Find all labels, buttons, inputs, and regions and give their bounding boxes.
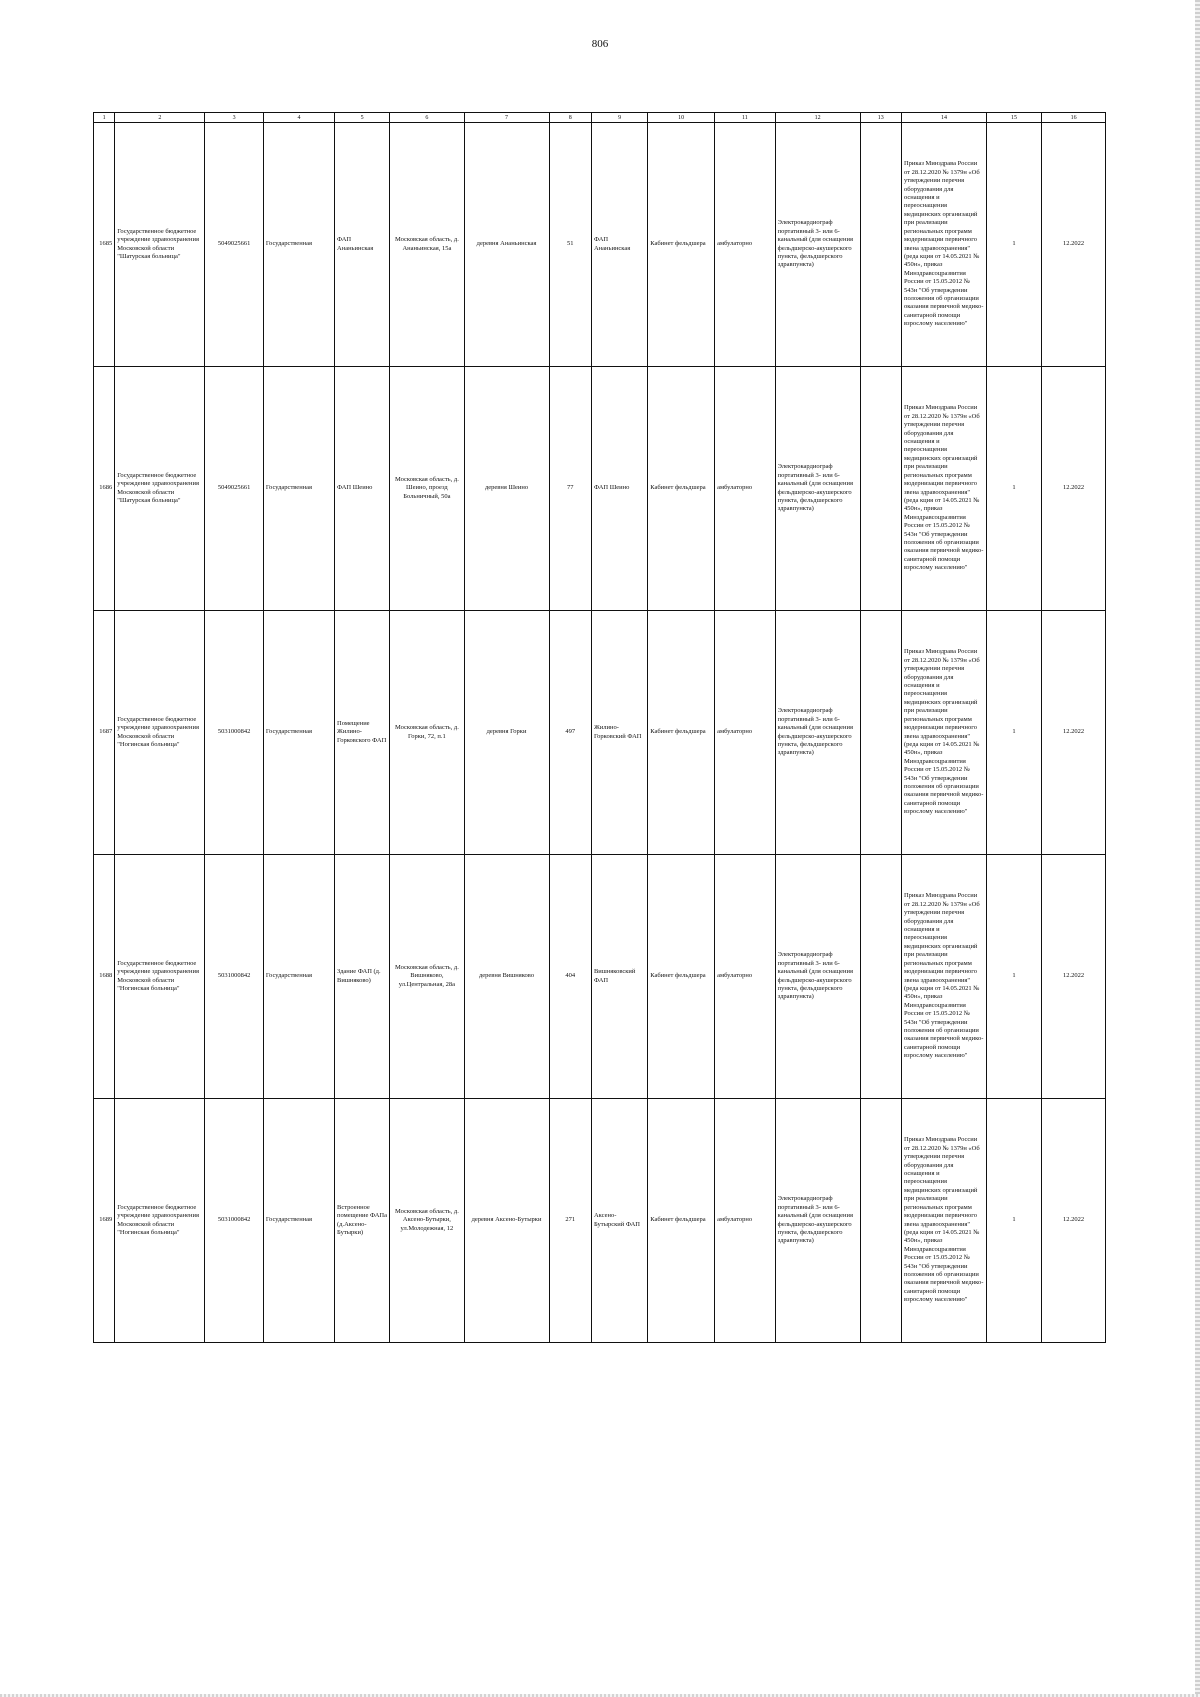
population-cell: 51	[549, 123, 591, 367]
column-header-7: 7	[464, 113, 549, 123]
column-13-cell	[860, 123, 901, 367]
ownership-type-cell: Государственная	[263, 855, 334, 1099]
population-cell: 77	[549, 367, 591, 611]
date-cell: 12.2022	[1042, 123, 1106, 367]
population-cell: 404	[549, 855, 591, 1099]
column-header-12: 12	[775, 113, 860, 123]
address-cell: Московская область, д. Ананьинская, 15а	[390, 123, 464, 367]
equipment-cell: Электрокардиограф портативный 3- или 6-канальный (для оснащения фельдшерско-акушерского пункта, фельдшерского здравпункта)	[775, 123, 860, 367]
settlement-cell: деревня Аксено-Бутырки	[464, 1099, 549, 1343]
row-number-cell: 1689	[94, 1099, 115, 1343]
header-row	[94, 113, 1106, 123]
address-cell: Московская область, д. Аксено-Бутырки, ул.Молодежная, 12	[390, 1099, 464, 1343]
regulation-cell: Приказ Минздрава России от 28.12.2020 № 1379н «Об утверждении перечня оборудования для оснащения и переоснащения медицинских организаций при реализации региональных программ модернизации первичного звена здравоохранения"(реда кция от 14.05.2021 № 450н», приказ Минздравсоцразвития России от 15.05.2012 № 543н "Об утверждении положения об организации оказания первичной медико-санитарной помощи взрослому населению"	[901, 611, 986, 855]
quantity-cell: 1	[986, 367, 1041, 611]
organization-cell: Государственное бюджетное учреждение здравоохранения Московской области "Ногинская больница"	[115, 855, 205, 1099]
unit-name-cell: ФАП Ананьинская	[591, 123, 647, 367]
equipment-cell: Электрокардиограф портативный 3- или 6-канальный (для оснащения фельдшерско-акушерского пункта, фельдшерского здравпункта)	[775, 367, 860, 611]
column-header-15: 15	[986, 113, 1041, 123]
care-type-cell: амбулаторно	[715, 855, 776, 1099]
column-13-cell	[860, 855, 901, 1099]
facility-object-cell: Здание ФАП (д. Вишняково)	[335, 855, 390, 1099]
column-header-11: 11	[715, 113, 776, 123]
row-number-cell: 1686	[94, 367, 115, 611]
equipment-cell: Электрокардиограф портативный 3- или 6-канальный (для оснащения фельдшерско-акушерского пункта, фельдшерского здравпункта)	[775, 611, 860, 855]
address-cell: Московская область, д. Шеино, проезд Больничный, 50а	[390, 367, 464, 611]
regulation-cell: Приказ Минздрава России от 28.12.2020 № 1379н «Об утверждении перечня оборудования для оснащения и переоснащения медицинских организаций при реализации региональных программ модернизации первичного звена здравоохранения"(реда кция от 14.05.2021 № 450н», приказ Минздравсоцразвития России от 15.05.2012 № 543н "Об утверждении положения об организации оказания первичной медико-санитарной помощи взрослому населению"	[901, 1099, 986, 1343]
organization-cell: Государственное бюджетное учреждение здравоохранения Московской области "Шатурская больница"	[115, 123, 205, 367]
column-header-1: 1	[94, 113, 115, 123]
population-cell: 497	[549, 611, 591, 855]
column-header-2: 2	[115, 113, 205, 123]
quantity-cell: 1	[986, 855, 1041, 1099]
organization-cell: Государственное бюджетное учреждение здравоохранения Московской области "Ногинская больница"	[115, 1099, 205, 1343]
table-header	[94, 113, 1106, 123]
column-header-5: 5	[335, 113, 390, 123]
regulation-cell: Приказ Минздрава России от 28.12.2020 № 1379н «Об утверждении перечня оборудования для оснащения и переоснащения медицинских организаций при реализации региональных программ модернизации первичного звена здравоохранения"(реда кция от 14.05.2021 № 450н», приказ Минздравсоцразвития России от 15.05.2012 № 543н "Об утверждении положения об организации оказания первичной медико-санитарной помощи взрослому населению"	[901, 855, 986, 1099]
regulation-cell: Приказ Минздрава России от 28.12.2020 № 1379н «Об утверждении перечня оборудования для оснащения и переоснащения медицинских организаций при реализации региональных программ модернизации первичного звена здравоохранения"(реда кция от 14.05.2021 № 450н», приказ Минздравсоцразвития России от 15.05.2012 № 543н "Об утверждении положения об организации оказания первичной медико-санитарной помощи взрослому населению"	[901, 367, 986, 611]
unit-name-cell: Вишняковский ФАП	[591, 855, 647, 1099]
equipment-table	[93, 112, 1106, 1343]
column-header-8: 8	[549, 113, 591, 123]
column-13-cell	[860, 611, 901, 855]
care-type-cell: амбулаторно	[715, 367, 776, 611]
row-number-cell: 1687	[94, 611, 115, 855]
table-row	[94, 367, 1106, 611]
quantity-cell: 1	[986, 123, 1041, 367]
address-cell: Московская область, д. Вишняково, ул.Центральная, 28а	[390, 855, 464, 1099]
settlement-cell: деревня Шеино	[464, 367, 549, 611]
unit-name-cell: Жилино-Горковский ФАП	[591, 611, 647, 855]
ownership-type-cell: Государственная	[263, 123, 334, 367]
column-13-cell	[860, 1099, 901, 1343]
inn-cell: 5049025661	[205, 123, 263, 367]
facility-object-cell: Помещение Жилино-Горковского ФАП	[335, 611, 390, 855]
facility-object-cell: ФАП Шеино	[335, 367, 390, 611]
table-row	[94, 855, 1106, 1099]
settlement-cell: деревня Горки	[464, 611, 549, 855]
column-header-16: 16	[1042, 113, 1106, 123]
equipment-cell: Электрокардиограф портативный 3- или 6-канальный (для оснащения фельдшерско-акушерского пункта, фельдшерского здравпункта)	[775, 1099, 860, 1343]
column-header-4: 4	[263, 113, 334, 123]
care-type-cell: амбулаторно	[715, 123, 776, 367]
column-header-13: 13	[860, 113, 901, 123]
column-header-14: 14	[901, 113, 986, 123]
care-type-cell: амбулаторно	[715, 1099, 776, 1343]
inn-cell: 5031000842	[205, 1099, 263, 1343]
unit-name-cell: ФАП Шеино	[591, 367, 647, 611]
regulation-cell: Приказ Минздрава России от 28.12.2020 № 1379н «Об утверждении перечня оборудования для оснащения и переоснащения медицинских организаций при реализации региональных программ модернизации первичного звена здравоохранения"(реда кция от 14.05.2021 № 450н», приказ Минздравсоцразвития России от 15.05.2012 № 543н "Об утверждении положения об организации оказания первичной медико-санитарной помощи взрослому населению"	[901, 123, 986, 367]
facility-object-cell: ФАП Ананьинская	[335, 123, 390, 367]
row-number-cell: 1688	[94, 855, 115, 1099]
column-header-9: 9	[591, 113, 647, 123]
row-number-cell: 1685	[94, 123, 115, 367]
settlement-cell: деревня Вишняково	[464, 855, 549, 1099]
ownership-type-cell: Государственная	[263, 1099, 334, 1343]
date-cell: 12.2022	[1042, 611, 1106, 855]
inn-cell: 5049025661	[205, 367, 263, 611]
inn-cell: 5031000842	[205, 855, 263, 1099]
room-cell: Кабинет фельдшера	[648, 367, 715, 611]
date-cell: 12.2022	[1042, 1099, 1106, 1343]
ownership-type-cell: Государственная	[263, 611, 334, 855]
room-cell: Кабинет фельдшера	[648, 611, 715, 855]
address-cell: Московская область, д. Горки, 72, п.1	[390, 611, 464, 855]
population-cell: 271	[549, 1099, 591, 1343]
column-header-3: 3	[205, 113, 263, 123]
column-header-10: 10	[648, 113, 715, 123]
table-body	[94, 123, 1106, 1343]
table-row	[94, 611, 1106, 855]
room-cell: Кабинет фельдшера	[648, 123, 715, 367]
settlement-cell: деревня Ананьинская	[464, 123, 549, 367]
care-type-cell: амбулаторно	[715, 611, 776, 855]
ownership-type-cell: Государственная	[263, 367, 334, 611]
date-cell: 12.2022	[1042, 855, 1106, 1099]
inn-cell: 5031000842	[205, 611, 263, 855]
equipment-cell: Электрокардиограф портативный 3- или 6-канальный (для оснащения фельдшерско-акушерского пункта, фельдшерского здравпункта)	[775, 855, 860, 1099]
table-row	[94, 1099, 1106, 1343]
column-13-cell	[860, 367, 901, 611]
facility-object-cell: Встроенное помещение ФАПа (д.Аксено-Бутырки)	[335, 1099, 390, 1343]
organization-cell: Государственное бюджетное учреждение здравоохранения Московской области "Ногинская больница"	[115, 611, 205, 855]
room-cell: Кабинет фельдшера	[648, 855, 715, 1099]
scan-edge-artifact	[1195, 0, 1200, 1697]
date-cell: 12.2022	[1042, 367, 1106, 611]
column-header-6: 6	[390, 113, 464, 123]
organization-cell: Государственное бюджетное учреждение здравоохранения Московской области "Шатурская больница"	[115, 367, 205, 611]
unit-name-cell: Аксено-Бутырский ФАП	[591, 1099, 647, 1343]
page-number: 806	[591, 38, 609, 50]
quantity-cell: 1	[986, 1099, 1041, 1343]
room-cell: Кабинет фельдшера	[648, 1099, 715, 1343]
quantity-cell: 1	[986, 611, 1041, 855]
table-row	[94, 123, 1106, 367]
